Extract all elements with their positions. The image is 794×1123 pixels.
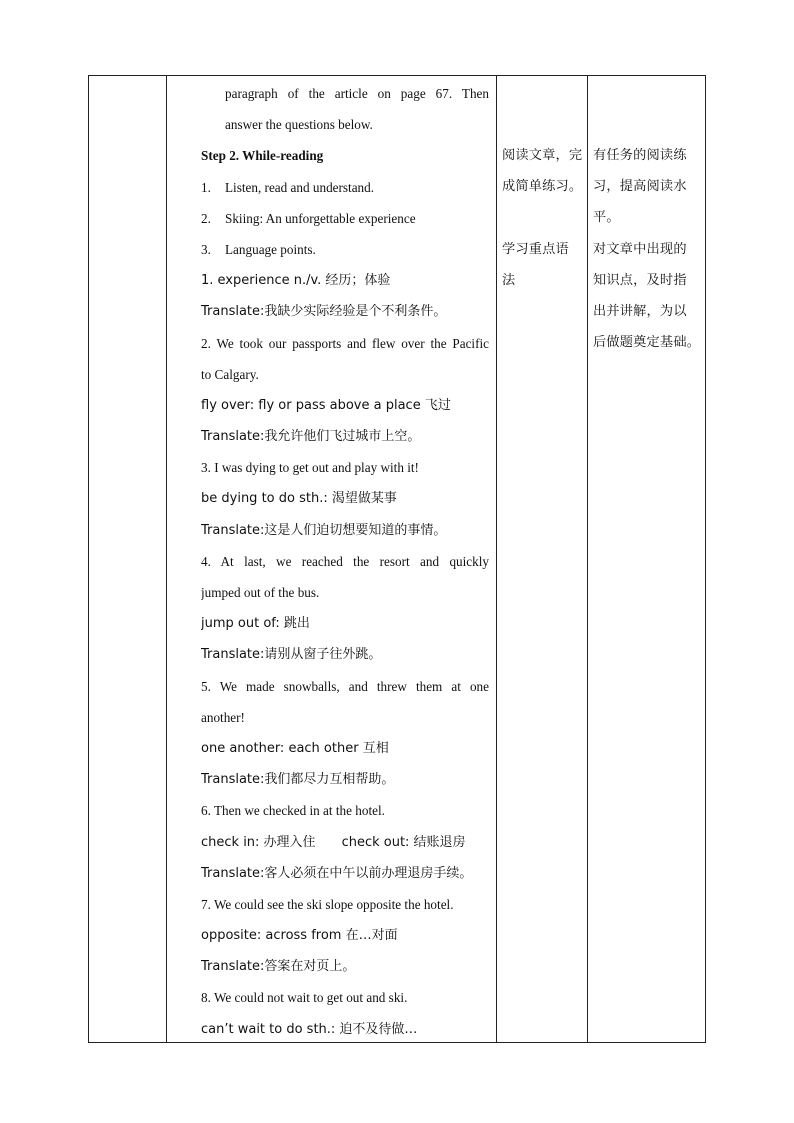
purpose-line: 出并讲解，为以: [593, 303, 687, 319]
purpose-line: 知识点，及时指: [593, 272, 687, 288]
example-sentence: 6. Then we checked in at the hotel.: [201, 803, 385, 819]
translate-line: Translate:客人必须在中午以前办理退房手续。: [201, 865, 473, 881]
student-activity-cell: [502, 140, 584, 296]
translate-line: Translate:请别从窗子往外跳。: [201, 647, 382, 663]
example-sentence: 8. We could not wait to get out and ski.: [201, 990, 408, 1006]
task-item: [201, 234, 489, 265]
teaching-content-cell: [201, 78, 489, 1045]
column-divider-3: [587, 75, 588, 1043]
phrase-line: fly over: fly or pass above a place 飞过: [201, 397, 451, 413]
purpose-line: 有任务的阅读练: [593, 148, 687, 163]
column-divider-2: [496, 75, 497, 1043]
translate-line: Translate:我允许他们飞过城市上空。: [201, 429, 421, 445]
task-number: 2.: [201, 210, 211, 226]
example-sentence: 5. We made snowballs, and threw them at one: [201, 678, 489, 694]
phrase-line: opposite: across from 在…对面: [201, 928, 398, 944]
purpose-line: 习，提高阅读水: [593, 179, 687, 195]
activity-line: 阅读文章，完: [502, 148, 583, 163]
task-number: 1.: [201, 179, 211, 195]
example-sentence: jumped out of the bus.: [201, 585, 320, 600]
translate-line: Translate:这是人们迫切想要知道的事情。: [201, 522, 447, 538]
step-title: Step 2. While-reading: [201, 148, 324, 164]
purpose-line: 平。: [593, 210, 620, 226]
task-text: Listen, read and understand.: [225, 179, 375, 195]
phrase-line: [201, 827, 489, 858]
example-sentence: 2. We took our passports and flew over the Pacific: [201, 335, 489, 351]
purpose-line: 对文章中出现的: [593, 241, 687, 257]
task-text: Skiing: An unforgettable experience: [225, 210, 416, 226]
phrase-line: one another: each other 互相: [201, 740, 389, 756]
activity-line: 学习重点语: [502, 241, 569, 257]
phrase-check-in: check in: 办理入住: [201, 834, 316, 850]
intro-line: answer the questions below.: [225, 117, 373, 133]
phrase-check-out: check out: 结账退房: [341, 834, 466, 850]
example-sentence: 4. At last, we reached the resort and quickly: [201, 553, 489, 569]
phrase-line: can’t wait to do sth.: 迫不及待做…: [201, 1021, 418, 1037]
translate-line: Translate:答案在对页上。: [201, 959, 356, 975]
example-sentence: another!: [201, 709, 245, 725]
column-divider-1: [166, 75, 167, 1043]
activity-line: 成简单练习。: [502, 179, 583, 195]
example-sentence: 7. We could see the ski slope opposite the hotel.: [201, 896, 454, 912]
task-number: 3.: [201, 241, 211, 257]
translate-line: Translate:我缺少实际经验是个不利条件。: [201, 304, 447, 320]
activity-line: 法: [502, 272, 516, 288]
design-purpose-cell: [593, 140, 703, 358]
task-item: [201, 172, 489, 203]
phrase-line: jump out of: 跳出: [201, 616, 310, 632]
task-item: [201, 203, 489, 234]
translate-line: Translate:我们都尽力互相帮助。: [201, 772, 395, 788]
example-sentence: 3. I was dying to get out and play with it!: [201, 460, 419, 476]
intro-line: paragraph of the article on page 67. Then: [225, 86, 489, 101]
example-sentence: to Calgary.: [201, 366, 259, 382]
phrase-line: be dying to do sth.: 渴望做某事: [201, 491, 397, 507]
language-point-head: 1. experience n./v. 经历；体验: [201, 273, 391, 289]
task-text: Language points.: [225, 241, 316, 257]
purpose-line: 后做题奠定基础。: [593, 335, 701, 351]
